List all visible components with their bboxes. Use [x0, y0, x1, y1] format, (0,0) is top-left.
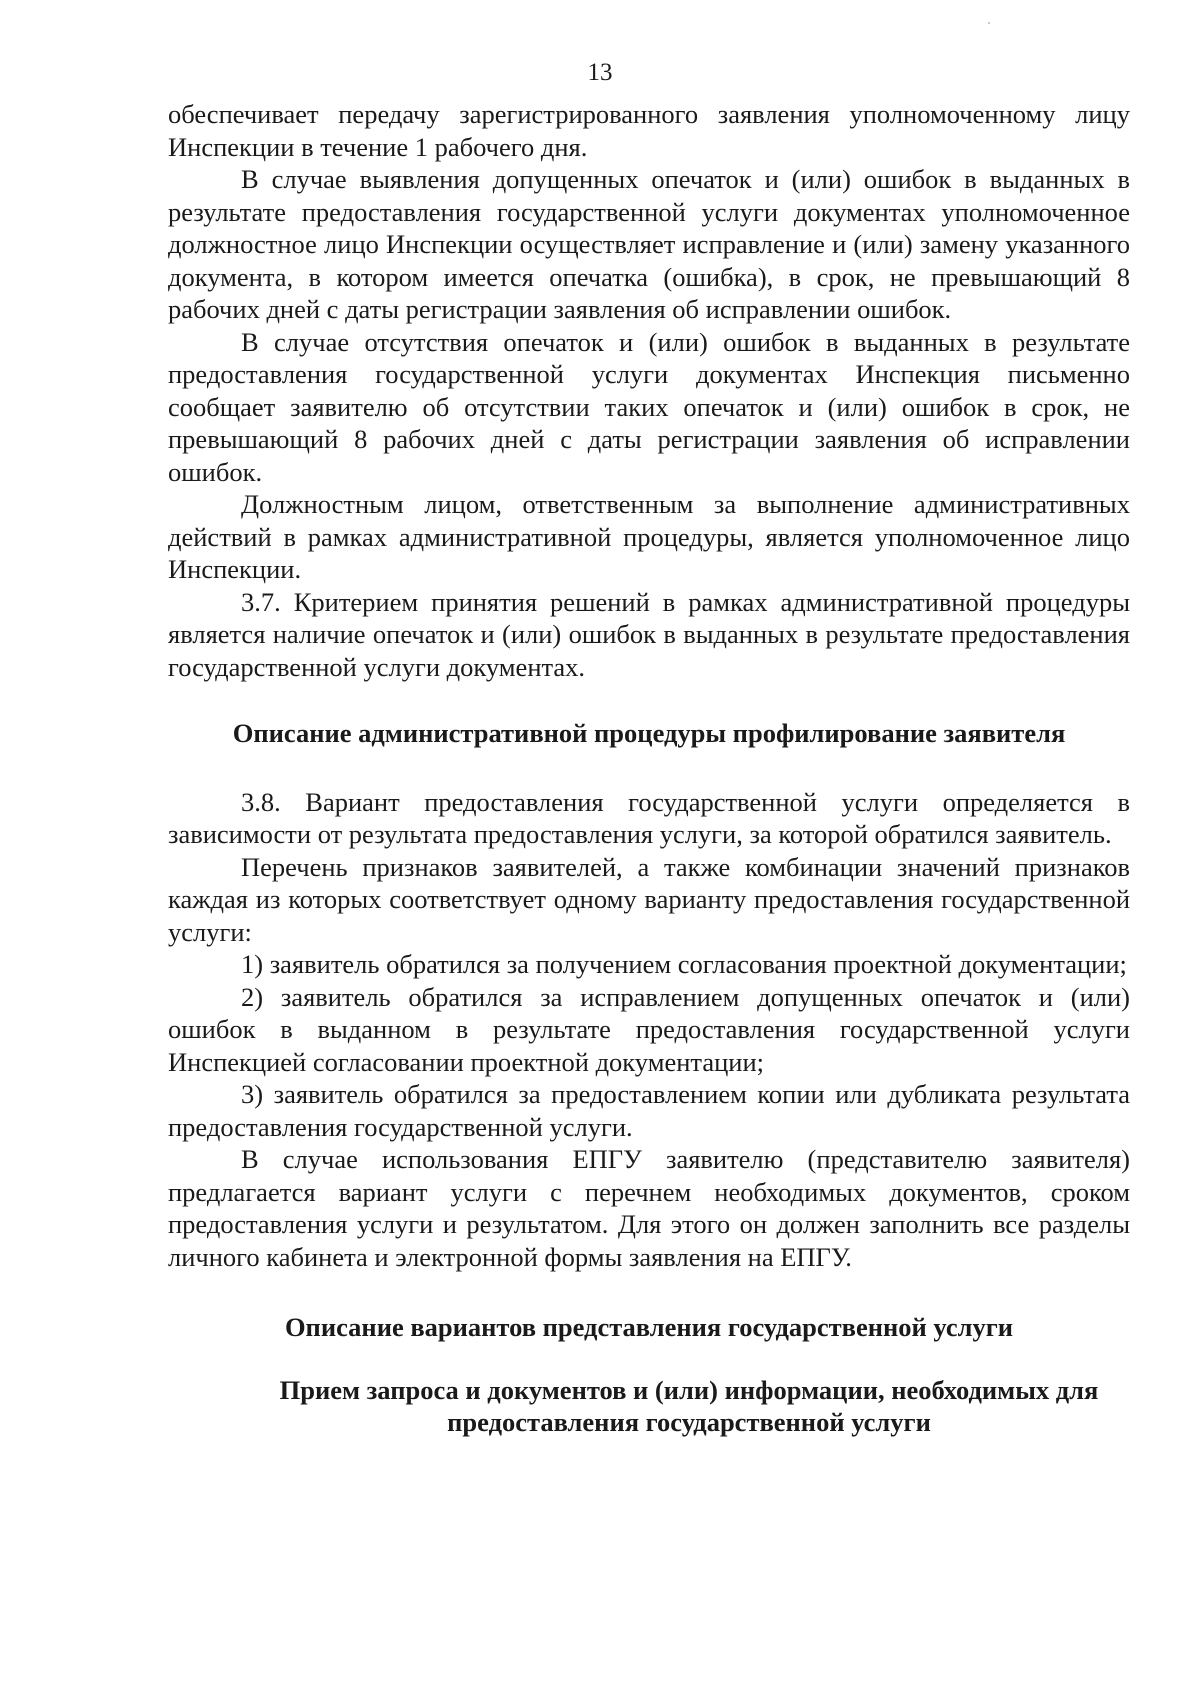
- paragraph-no-errors: В случае отсутствия опечаток и (или) ошибок в выданных в результате предоставления государственной услуги документах Инспекция письменно сообщает заявителю об отсутствии таких опечаток и (или) ошибок в срок, не превышающий 8 рабочих дней с даты регистрации заявления об исправлении ошибок.: [168, 326, 1130, 487]
- paragraph-continuation: обеспечивает передачу зарегистрированного заявления уполномоченному лицу Инспекции в течение 1 рабочего дня.: [168, 99, 1130, 162]
- list-item-3: 3) заявитель обратился за предоставлением копии или дубликата результата предоставления государственной услуги.: [168, 1079, 1130, 1142]
- paragraph-applicant-attributes: Перечень признаков заявителей, а также комбинации значений признаков каждая из которых соответствует одному варианту предоставления государственной услуги:: [168, 851, 1130, 947]
- paragraph-epgu: В случае использования ЕПГУ заявителю (представителю заявителя) предлагается вариант услуги с перечнем необходимых документов, сроком предоставления услуги и результатом. Для этого он должен заполнить все разделы личного кабинета и электронной формы заявления на ЕПГУ.: [168, 1144, 1130, 1272]
- scan-speck: [988, 22, 990, 24]
- page-number: 13: [587, 59, 613, 86]
- heading-variants: Описание вариантов представления государственной услуги: [284, 1312, 1014, 1342]
- paragraph-3-8: 3.8. Вариант предоставления государственной услуги определяется в зависимости от результата предоставления услуги, за которой обратился заявитель.: [168, 786, 1130, 849]
- list-item-1: 1) заявитель обратился за получением согласования проектной документации;: [241, 949, 1127, 979]
- paragraph-3-7: 3.7. Критерием принятия решений в рамках административной процедуры является наличие опечаток и (или) ошибок в выданных в результате предоставления государственной услуги документах.: [168, 586, 1130, 682]
- heading-reception: Прием запроса и документов и (или) информации, необходимых для предоставления государственной услуги: [279, 1374, 1099, 1437]
- page-content: [168, 98, 1130, 1439]
- paragraph-errors-correction: В случае выявления допущенных опечаток и (или) ошибок в выданных в результате предоставления государственной услуги документах уполномоченное должностное лицо Инспекции осуществляет исправление и (или) замену указанного документа, в котором имеется опечатка (ошибка), в срок, не превышающий 8 рабочих дней с даты регистрации заявления об исправлении ошибок.: [168, 164, 1130, 324]
- heading-profiling: Описание административной процедуры профилирование заявителя: [232, 718, 1066, 748]
- list-item-2: 2) заявитель обратился за исправлением допущенных опечаток и (или) ошибок в выданном в результате предоставления государственной услуги Инспекцией согласовании проектной документации;: [168, 981, 1130, 1077]
- paragraph-responsible-official: Должностным лицом, ответственным за выполнение административных действий в рамках административной процедуры, является уполномоченное лицо Инспекции.: [168, 489, 1130, 584]
